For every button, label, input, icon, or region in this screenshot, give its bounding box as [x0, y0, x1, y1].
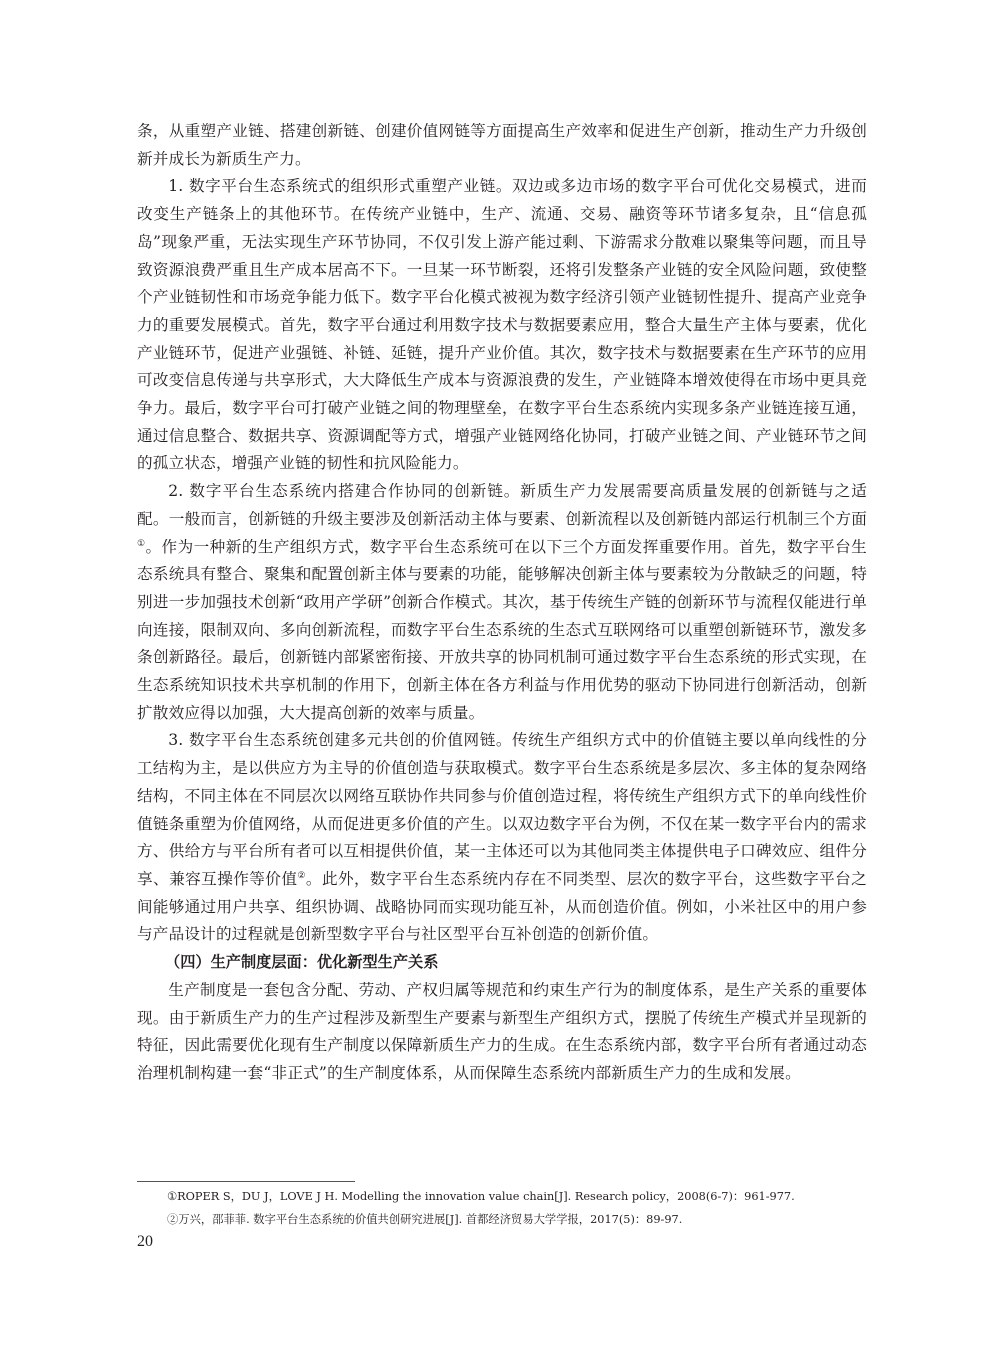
paragraph-text: 3. 数字平台生态系统创建多元共创的价值网链。传统生产组织方式中的价值链主要以单向线性的分工结构为主，是以供应方为主导的价值创造与获取模式。数字平台生态系统是多层次、多主体的复杂网络结构，不同主体在不同层次以网络互联协作共同参与价值创造过程，将传统生产组织方式下的单向线性价值链条重塑为价值网络，从而促进更多价值的产生。以双边数字平台为例，不仅在某一数字平台内的需求方、供给方与平台所有者可以互相提供价值，某一主体还可以为其他同类主体提供电子口碑效应、组件分享、兼容互操作等价值	[137, 731, 867, 888]
footnote-divider	[137, 1181, 355, 1182]
footnotes	[167, 1185, 867, 1231]
paragraph-text: 。作为一种新的生产组织方式，数字平台生态系统可在以下三个方面发挥重要作用。首先，数字平台生态系统具有整合、聚集和配置创新主体与要素的功能，能够解决创新主体与要素较为分散缺乏的问题，特别进一步加强技术创新“政用产学研”创新合作模式。其次，基于传统生产链的创新环节与流程仅能进行单向连接，限制双向、多向创新流程，而数字平台生态系统的生态式互联网络可以重塑创新链环节，激发多条创新路径。最后，创新链内部紧密衔接、开放共享的协同机制可通过数字平台生态系统的形式实现，在生态系统知识技术共享机制的作用下，创新主体在各方利益与作用优势的驱动下协同进行创新活动，创新扩散效应得以加强，大大提高创新的效率与质量。	[137, 537, 867, 722]
footnote-marker-1[interactable]: ①	[137, 538, 146, 549]
footnote-2: ②万兴，邵菲菲. 数字平台生态系统的价值共创研究进展[J]. 首都经济贸易大学学报，2017(5)：89-97.	[167, 1213, 683, 1226]
paragraph-continuation: 条，从重塑产业链、搭建创新链、创建价值网链等方面提高生产效率和促进生产创新，推动生产力升级创新并成长为新质生产力。	[137, 122, 867, 168]
paragraph-industry-chain: 1. 数字平台生态系统式的组织形式重塑产业链。双边或多边市场的数字平台可优化交易模式，进而改变生产链条上的其他环节。在传统产业链中，生产、流通、交易、融资等环节诸多复杂，且“信息孤岛”现象严重，无法实现生产环节协同，不仅引发上游产能过剩、下游需求分散难以聚集等问题，而且导致资源浪费严重且生产成本居高不下。一旦某一环节断裂，还将引发整条产业链的安全风险问题，致使整个产业链韧性和市场竞争能力低下。数字平台化模式被视为数字经济引领产业链韧性提升、提高产业竞争力的重要发展模式。首先，数字平台通过利用数字技术与数据要素应用，整合大量生产主体与要素，优化产业链环节，促进产业强链、补链、延链，提升产业价值。其次，数字技术与数据要素在生产环节的应用可改变信息传递与共享形式，大大降低生产成本与资源浪费的发生，产业链降本增效使得在市场中更具竞争力。最后，数字平台可打破产业链之间的物理壁垒，在数字平台生态系统内实现多条产业链连接互通，通过信息整合、数据共享、资源调配等方式，增强产业链网络化协同，打破产业链之间、产业链环节之间的孤立状态，增强产业链的韧性和抗风险能力。	[137, 177, 867, 473]
article-body	[137, 118, 867, 1088]
paragraph-production-system: 生产制度是一套包含分配、劳动、产权归属等规范和约束生产行为的制度体系，是生产关系的重要体现。由于新质生产力的生产过程涉及新型生产要素与新型生产组织方式，摆脱了传统生产模式并呈现新的特征，因此需要优化现有生产制度以保障新质生产力的生成。在生态系统内部，数字平台所有者通过动态治理机制构建一套“非正式”的生产制度体系，从而保障生态系统内部新质生产力的生成和发展。	[137, 980, 867, 1082]
paragraph-text: 。此外，数字平台生态系统内存在不同类型、层次的数字平台，这些数字平台之间能够通过用户共享、组织协调、战略协同而实现功能互补，从而创造价值。例如，小米社区中的用户参与产品设计的过程就是创新型数字平台与社区型平台互补创造的创新价值。	[137, 869, 867, 944]
page-number: 20	[137, 1233, 153, 1250]
paragraph-value-network	[137, 727, 867, 949]
section-heading: （四）生产制度层面：优化新型生产关系	[165, 953, 439, 972]
footnote-marker-2[interactable]: ②	[297, 870, 306, 881]
paragraph-text: 2. 数字平台生态系统内搭建合作协同的创新链。新质生产力发展需要高质量发展的创新链与之适配。一般而言，创新链的升级主要涉及创新活动主体与要素、创新流程以及创新链内部运行机制三个方面	[137, 482, 867, 528]
footnote-1: ①ROPER S，DU J，LOVE J H. Modelling the innovation value chain[J]. Research policy，2008(6-7)：961-977.	[167, 1190, 795, 1203]
paragraph-innovation-chain	[137, 478, 867, 727]
